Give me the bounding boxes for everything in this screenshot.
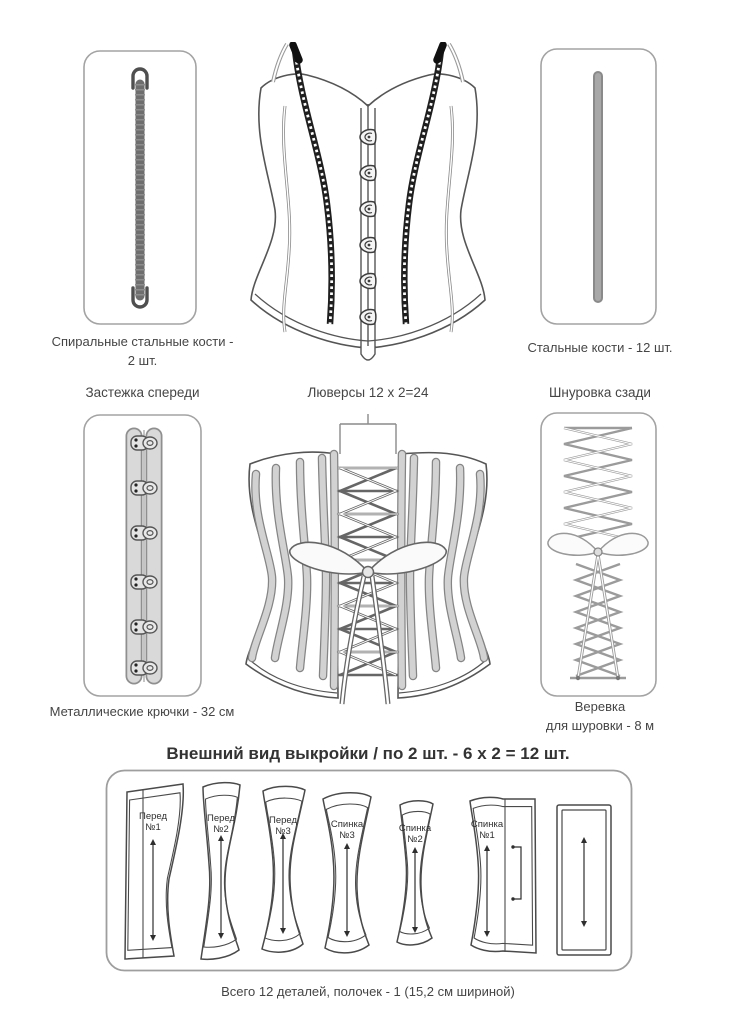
pattern-pieces-diagram [105, 769, 633, 974]
piece-label: Перед [138, 811, 168, 822]
piece-label: Перед [206, 813, 236, 824]
corset-back-diagram [240, 410, 496, 722]
piece-label: Спинка [398, 823, 432, 834]
piece-label: №3 [339, 830, 355, 841]
header-front-closure: Застежка спереди [85, 385, 200, 400]
pattern-title: Внешний вид выкройки / по 2 шт. - 6 х 2 = 12 шт. [166, 744, 570, 763]
pattern-footer: Всего 12 деталей, полочек - 1 (15,2 см шириной) [221, 984, 515, 999]
piece-label: Перед [268, 815, 298, 826]
steel-bone-diagram [540, 48, 657, 325]
spiral-bone-diagram [83, 50, 197, 325]
gap-measure-bracket [340, 414, 396, 454]
piece-label: Спинка [330, 819, 364, 830]
piece-label: №1 [479, 830, 495, 841]
header-lacing-back: Шнуровка сзади [549, 385, 651, 400]
caption-rope: Веревка для шуровки - 8 м [545, 699, 655, 733]
caption-spiral-bones: Спиральные стальные кости - 2 шт. [51, 334, 234, 368]
piece-label: Спинка [470, 819, 504, 830]
piece-label: №3 [275, 826, 291, 837]
caption-eyelets: Люверсы 12 х 2=24 [307, 385, 429, 400]
corset-front-diagram [243, 42, 493, 377]
metal-hooks-diagram [83, 414, 202, 697]
piece-label: №2 [213, 824, 229, 835]
caption-steel-bones: Стальные кости - 12 шт. [527, 340, 673, 355]
lacing-rope-diagram [540, 412, 657, 697]
caption-metal-hooks: Металлические крючки - 32 см [49, 704, 235, 719]
piece-label: №1 [145, 822, 161, 833]
piece-label: №2 [407, 834, 423, 845]
